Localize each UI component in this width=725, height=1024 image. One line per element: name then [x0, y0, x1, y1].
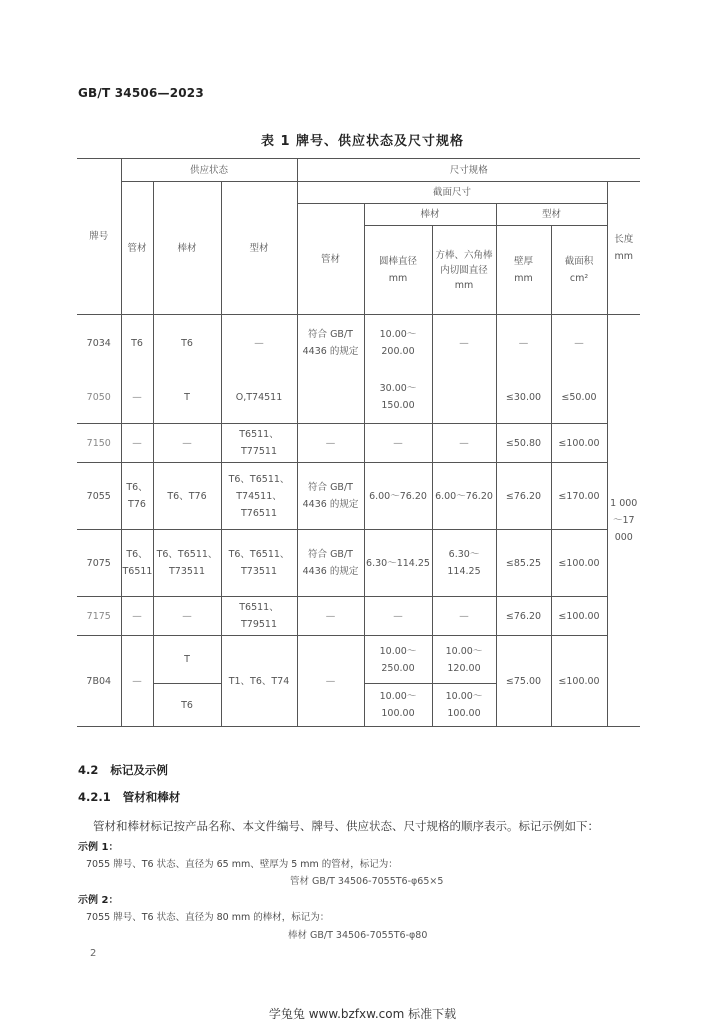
cell-area: ≤100.00: [551, 530, 607, 597]
cell-wall: ≤85.25: [496, 530, 551, 597]
cell-area: ≤50.00: [551, 372, 607, 424]
section-title: 标记及示例: [110, 763, 168, 777]
spec-table: [77, 158, 640, 727]
cell-grade: 7175: [77, 597, 121, 636]
cell-tube-state: T6: [121, 315, 153, 372]
cell-tube-size: —: [297, 424, 364, 463]
cell-profile-state: T6511、T79511: [221, 597, 297, 636]
table-row: [77, 636, 640, 684]
cell-profile-state: T6、T6511、T74511、T76511: [221, 463, 297, 530]
cell-tube-size: 符合 GB/T 4436 的规定: [297, 530, 364, 597]
example-2-label: 示例 2：: [78, 895, 119, 906]
cell-hex-dia: 6.30～114.25: [432, 530, 496, 597]
cell-area: ≤100.00: [551, 597, 607, 636]
cell-round-dia: 30.00～150.00: [364, 372, 432, 424]
cell-profile-state: O,T74511: [221, 372, 297, 424]
cell-grade: 7B04: [77, 636, 121, 727]
cell-profile-state: T1、T6、T74: [221, 636, 297, 727]
section-number: 4.2: [78, 763, 99, 777]
cell-hex-dia: 10.00～100.00: [432, 684, 496, 727]
header-round-dia: [364, 226, 432, 315]
cell-profile-state: T6511、T77511: [221, 424, 297, 463]
cell-hex-dia: —: [432, 424, 496, 463]
cell-tube-size: —: [297, 597, 364, 636]
header-wall-label: 壁厚: [513, 256, 533, 267]
cell-bar-state: —: [153, 424, 221, 463]
cell-round-dia: —: [364, 597, 432, 636]
cell-wall: ≤75.00: [496, 636, 551, 727]
header-hex-dia-unit: mm: [454, 279, 474, 291]
cell-tube-size: [297, 372, 364, 424]
header-size-spec: 尺寸规格: [297, 159, 640, 182]
header-supply-state: 供应状态: [121, 159, 297, 182]
example-1-marking: 管材 GB/T 34506-7055T6-φ65×5: [290, 876, 444, 887]
table-row: [77, 597, 640, 636]
header-round-dia-unit: mm: [388, 273, 408, 284]
marking-paragraph: 管材和棒材标记按产品名称、本文件编号、牌号、供应状态、尺寸规格的顺序表示。标记示例如下：: [93, 819, 599, 833]
cell-round-dia: —: [364, 424, 432, 463]
cell-grade: 7034: [77, 315, 121, 372]
header-hex-dia-label: 方棒、六角棒内切圆直径: [435, 249, 493, 276]
cell-area: ≤100.00: [551, 424, 607, 463]
cell-grade: 7075: [77, 530, 121, 597]
header-area: [551, 226, 607, 315]
cell-hex-dia: —: [432, 597, 496, 636]
cell-round-dia: 10.00～100.00: [364, 684, 432, 727]
table-row: [77, 424, 640, 463]
cell-bar-state: —: [153, 597, 221, 636]
section-4-2-heading: [78, 762, 168, 778]
cell-hex-dia: [432, 372, 496, 424]
cell-length: 1 000～17 000: [607, 315, 640, 727]
example-2-text: 7055 牌号、T6 状态、直径为 80 mm 的棒材，标记为：: [86, 912, 330, 923]
table-row: [77, 372, 640, 424]
table-title: 表 1 牌号、供应状态及尺寸规格: [260, 134, 465, 149]
header-wall: [496, 226, 551, 315]
cell-profile-state: T6、T6511、T73511: [221, 530, 297, 597]
cell-area: —: [551, 315, 607, 372]
header-hex-dia: [432, 226, 496, 315]
cell-tube-state: —: [121, 372, 153, 424]
table-row: [77, 463, 640, 530]
cell-bar-state: T6: [153, 684, 221, 727]
cell-tube-state: —: [121, 636, 153, 727]
header-round-dia-label: 圆棒直径: [378, 256, 417, 267]
cell-profile-state: —: [221, 315, 297, 372]
header-area-label: 截面积: [564, 256, 594, 267]
header-tube: 管材: [121, 182, 153, 315]
cell-wall: ≤76.20: [496, 463, 551, 530]
watermark-footer: 学兔兔 www.bzfxw.com 标准下载: [268, 1007, 457, 1021]
cell-tube-state: T6、T76: [121, 463, 153, 530]
cell-tube-size: 符合 GB/T 4436 的规定: [297, 315, 364, 372]
header-size-bar: 棒材: [364, 204, 496, 226]
cell-tube-state: —: [121, 597, 153, 636]
header-grade: 牌号: [77, 159, 121, 315]
cell-grade: 7055: [77, 463, 121, 530]
cell-round-dia: 10.00～250.00: [364, 636, 432, 684]
cell-area: ≤170.00: [551, 463, 607, 530]
cell-grade: 7150: [77, 424, 121, 463]
cell-hex-dia: 10.00～120.00: [432, 636, 496, 684]
example-1-label: 示例 1：: [78, 842, 119, 853]
cell-bar-state: T: [153, 372, 221, 424]
example-1-text: 7055 牌号、T6 状态、直径为 65 mm、壁厚为 5 mm 的管材，标记为：: [86, 859, 398, 870]
cell-hex-dia: —: [432, 315, 496, 372]
header-area-unit: cm²: [569, 273, 589, 284]
header-size-tube: 管材: [297, 204, 364, 315]
table-row: [77, 315, 640, 372]
section-4-2-1-heading: [78, 789, 180, 805]
cell-tube-size: 符合 GB/T 4436 的规定: [297, 463, 364, 530]
cell-wall: ≤30.00: [496, 372, 551, 424]
cell-wall: ≤76.20: [496, 597, 551, 636]
cell-bar-state: T6、T6511、T73511: [153, 530, 221, 597]
header-length-label: 长度: [614, 234, 634, 245]
cell-round-dia: 6.00～76.20: [364, 463, 432, 530]
header-size-profile: 型材: [496, 204, 607, 226]
example-2-marking: 棒材 GB/T 34506-7055T6-φ80: [288, 930, 428, 941]
cell-wall: ≤50.80: [496, 424, 551, 463]
cell-tube-state: T6、T6511: [121, 530, 153, 597]
header-wall-unit: mm: [514, 273, 533, 284]
cell-round-dia: 6.30～114.25: [364, 530, 432, 597]
cell-grade: 7050: [77, 372, 121, 424]
standard-number: GB/T 34506—2023: [78, 86, 204, 100]
cell-bar-state: T6: [153, 315, 221, 372]
header-length-unit: mm: [614, 251, 634, 262]
cell-hex-dia: 6.00～76.20: [432, 463, 496, 530]
header-section-size: 截面尺寸: [297, 182, 607, 204]
page-number: 2: [90, 948, 97, 959]
cell-area: ≤100.00: [551, 636, 607, 727]
cell-bar-state: T6、T76: [153, 463, 221, 530]
section-title: 管材和棒材: [122, 790, 181, 804]
cell-wall: —: [496, 315, 551, 372]
cell-tube-size: —: [297, 636, 364, 727]
header-profile: 型材: [221, 182, 297, 315]
cell-tube-state: —: [121, 424, 153, 463]
header-bar: 棒材: [153, 182, 221, 315]
cell-round-dia: 10.00～200.00: [364, 315, 432, 372]
header-length: [607, 182, 640, 315]
section-number: 4.2.1: [78, 790, 111, 804]
cell-bar-state: T: [153, 636, 221, 684]
table-row: [77, 530, 640, 597]
